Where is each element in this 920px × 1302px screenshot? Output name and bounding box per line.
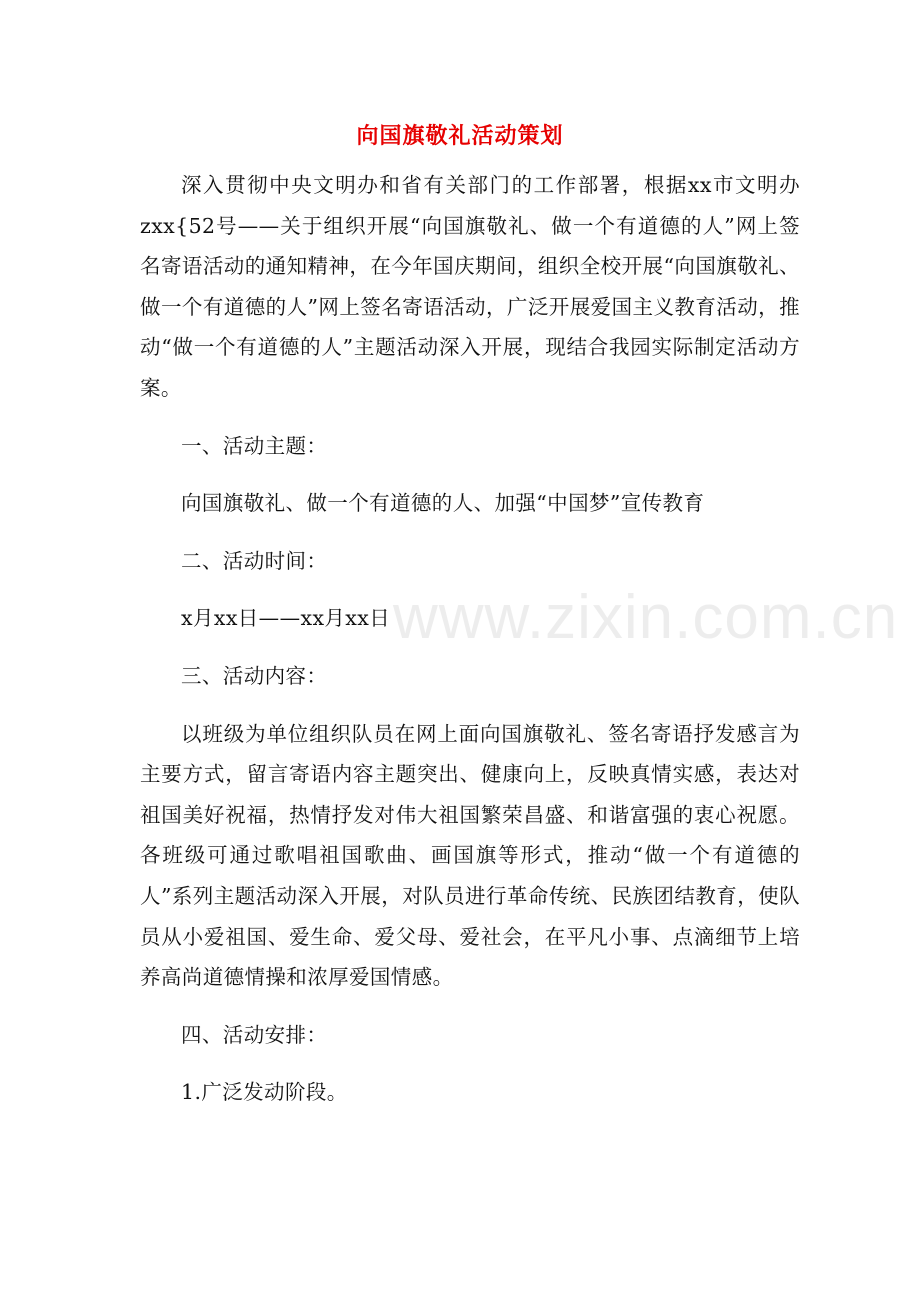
intro-paragraph: 深入贯彻中央文明办和省有关部门的工作部署，根据xx市文明办zxx{52号——关于组织开展“向国旗敬礼、做一个有道德的人”网上签名寄语活动的通知精神，在今年国庆期间，组织全校开展“向国旗敬礼、做一个有道德的人”网上签名寄语活动，广泛开展爱国主义教育活动，推动“做一个有道德的人”主题活动深入开展，现结合我园实际制定活动方案。 — [140, 173, 800, 400]
document-title: 向国旗敬礼活动策划 — [356, 123, 564, 149]
watermark-text: www.zixin.com.cn — [393, 583, 899, 652]
content-paragraph: 以班级为单位组织队员在网上面向国旗敬礼、签名寄语抒发感言为主要方式，留言寄语内容主题突出、健康向上，反映真情实感，表达对祖国美好祝福，热情抒发对伟大祖国繁荣昌盛、和谐富强的衷心祝愿。各班级可通过歌唱祖国歌曲、画国旗等形式，推动“做一个有道德的人”系列主题活动深入开展，对队员进行革命传统、民族团结教育，使队员从小爱祖国、爱生命、爱父母、爱社会，在平凡小事、点滴细节上培养高尚道德情操和浓厚爱国情感。 — [140, 721, 800, 990]
time-paragraph: x月xx日——xx月xx日 — [181, 606, 391, 631]
section-heading-content: 三、活动内容： — [181, 663, 328, 688]
section-heading-arrangement: 四、活动安排： — [181, 1022, 328, 1047]
section-heading-theme: 一、活动主题： — [181, 433, 328, 458]
section-heading-time: 二、活动时间： — [181, 548, 328, 573]
document-body — [140, 165, 800, 1113]
arrangement-item: 1.广泛发动阶段。 — [181, 1080, 348, 1105]
theme-paragraph: 向国旗敬礼、做一个有道德的人、加强“中国梦”宣传教育 — [181, 491, 705, 516]
